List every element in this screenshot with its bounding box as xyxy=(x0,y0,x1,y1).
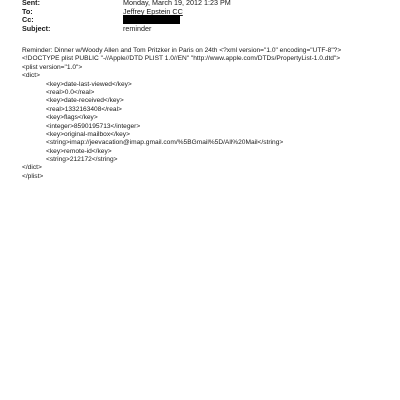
body-line: <dict> xyxy=(22,72,40,80)
subject-row xyxy=(22,25,382,34)
sent-value: Monday, March 19, 2012 1:23 PM xyxy=(123,0,231,7)
body-line: <key>date-received</key> xyxy=(46,97,124,105)
body-line: Reminder: Dinner w/Woody Allen and Tom Pritzker in Paris on 24th <?xml version="1.0" encoding="UTF-8"?> xyxy=(22,47,342,54)
to-label: To: xyxy=(22,6,33,16)
body-line: <string>imap://jeevacation@imap.gmail.com/%5BGmail%5D/All%20Mail</string> xyxy=(46,139,284,147)
subject-label: Subject: xyxy=(22,23,51,33)
body-line: <plist version="1.0"> xyxy=(22,63,83,71)
sent-row xyxy=(22,0,382,8)
cc-row xyxy=(22,16,382,25)
body-line: <real>0.0</real> xyxy=(46,88,95,96)
redaction-block xyxy=(123,15,180,24)
cc-label: Cc: xyxy=(22,15,34,25)
cc-value xyxy=(123,16,382,25)
body-line: <string>212172</string> xyxy=(46,156,118,164)
subject-value: reminder xyxy=(123,23,152,33)
body-line: <integer>8590195713</integer> xyxy=(46,122,141,130)
body-line: </dict> xyxy=(22,164,42,172)
email-body xyxy=(22,47,392,181)
to-value: Jeffrey Epstein CC xyxy=(123,6,183,16)
body-line: <key>flags</key> xyxy=(46,114,98,122)
to-row xyxy=(22,8,382,17)
email-header xyxy=(22,0,382,33)
body-line: <key>date-last-viewed</key> xyxy=(46,80,132,88)
body-line: <real>1332163408</real> xyxy=(46,105,122,113)
body-line: <!DOCTYPE plist PUBLIC "-//Apple//DTD PLIST 1.0//EN" "http://www.apple.com/DTDs/PropertyList-1.0.dtd"> xyxy=(22,55,341,63)
body-line: <key>original-mailbox</key> xyxy=(46,130,130,138)
sent-label: Sent: xyxy=(22,0,40,7)
body-line: </plist> xyxy=(22,172,44,180)
body-line: <key>remote-id</key> xyxy=(46,147,112,155)
